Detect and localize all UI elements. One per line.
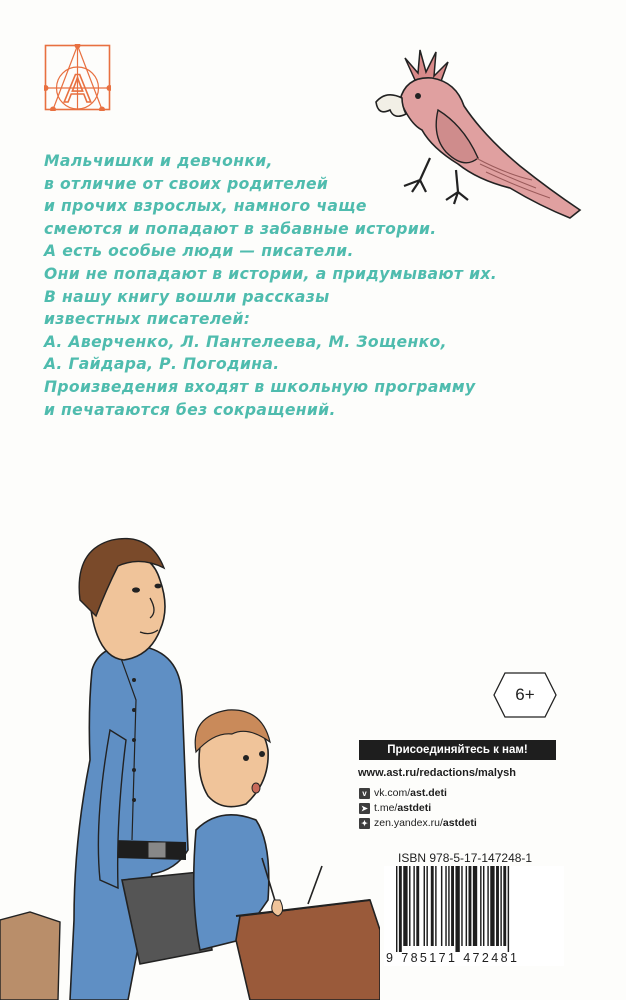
social-link-prefix: zen.yandex.ru/: [374, 817, 443, 829]
barcode-bar: [455, 866, 459, 952]
barcode-bar: [416, 866, 419, 946]
social-link-handle: ast.deti: [410, 787, 447, 799]
barcode-bar: [441, 866, 442, 946]
barcode-bar: [466, 866, 467, 946]
barcode-bar: [461, 866, 462, 946]
publisher-logo: [44, 44, 111, 111]
blurb-line: В нашу книгу вошли рассказы: [44, 287, 330, 306]
isbn-number: ISBN 978-5-17-147248-1: [398, 851, 533, 865]
blurb-line: Произведения входят в школьную программу: [44, 377, 476, 396]
barcode-bar: [413, 866, 414, 946]
cover-blurb: [44, 150, 514, 421]
barcode-bar: [424, 866, 425, 946]
barcode-bar: [473, 866, 477, 946]
barcode-bar: [487, 866, 488, 946]
barcode-bar: [469, 866, 472, 946]
join-us-banner: Присоединяйтесь к нам!: [359, 740, 556, 760]
publisher-site-link[interactable]: www.ast.ru/redactions/malysh: [358, 767, 516, 779]
barcode-bar: [431, 866, 434, 946]
social-link-zen[interactable]: [359, 816, 477, 830]
barcode-bar: [480, 866, 481, 946]
blurb-line: смеются и попадают в забавные истории.: [44, 219, 437, 238]
zen-icon: ✦: [359, 818, 370, 829]
age-rating-text: 6+: [515, 685, 535, 704]
blurb-line: и прочих взрослых, намного чаще: [44, 197, 367, 216]
barcode-bar: [426, 866, 427, 946]
telegram-icon: ➤: [359, 803, 370, 814]
barcode-digits: 9 785171 472481: [386, 951, 520, 965]
social-link-prefix: vk.com/: [374, 787, 411, 799]
barcode-bar: [399, 866, 402, 952]
barcode-bar: [445, 866, 446, 946]
barcode-bar: [490, 866, 494, 946]
barcode-bar: [396, 866, 397, 952]
blurb-line: в отличие от своих родителей: [44, 174, 329, 193]
social-link-vk[interactable]: [359, 786, 447, 800]
blurb-line: А. Аверченко, Л. Пантелеева, М. Зощенко,: [44, 332, 447, 351]
barcode-bar: [451, 866, 454, 946]
social-link-handle: astdeti: [397, 802, 432, 814]
barcode-bar: [503, 866, 506, 946]
blurb-line: А есть особые люди — писатели.: [44, 242, 354, 261]
barcode-bar: [496, 866, 499, 946]
barcode-bar: [500, 866, 501, 946]
barcode-bar: [409, 866, 410, 946]
blurb-line: известных писателей:: [44, 310, 251, 329]
social-link-handle: astdeti: [442, 817, 477, 829]
logo-letter: A: [64, 67, 91, 111]
vk-icon: v: [359, 788, 370, 799]
barcode-bar: [483, 866, 484, 946]
blurb-line: Они не попадают в истории, а придумывают их.: [44, 264, 498, 283]
social-link-telegram[interactable]: [359, 801, 431, 815]
barcode-bar: [508, 866, 509, 952]
barcode-bar: [403, 866, 407, 946]
blurb-line: Мальчишки и девчонки,: [44, 152, 273, 170]
social-link-prefix: t.me/: [374, 802, 398, 814]
blurb-line: и печатаются без сокращений.: [44, 400, 336, 419]
isbn-barcode: [384, 866, 564, 966]
blurb-line: А. Гайдара, Р. Погодина.: [44, 355, 280, 374]
barcode-bar: [435, 866, 436, 946]
schoolboys-illustration: [0, 520, 380, 1000]
barcode-bar: [448, 866, 449, 946]
